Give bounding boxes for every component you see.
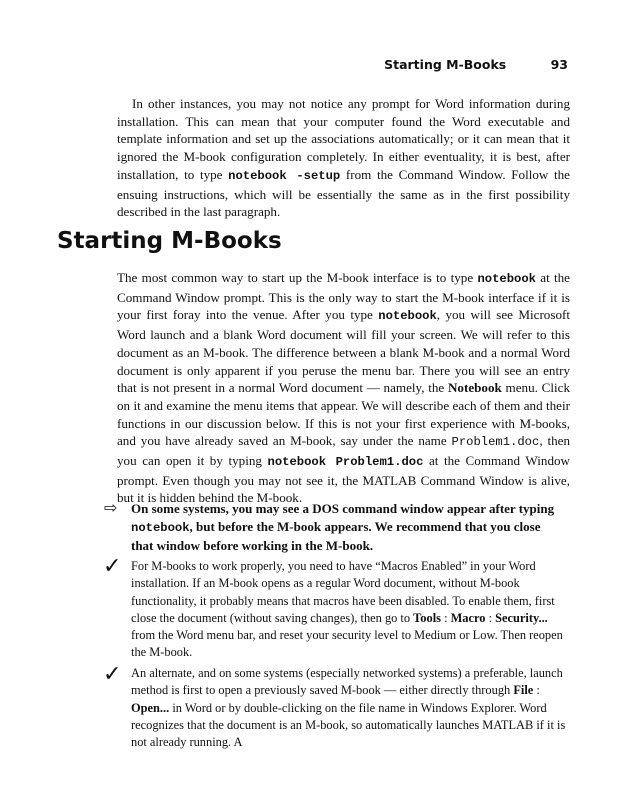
menu-file: File [513,683,534,698]
intro-text: from the Command Window. Follow the ensuing instructions, which will be essentially the same as in the first possibility described in the last paragraph. [117,166,570,220]
menu-macro: Macro [450,610,486,625]
code-notebook: notebook [131,520,190,535]
note-arrow-icon: ⇨ [104,498,118,517]
tip-paragraph-launch [131,665,567,751]
tip-text: in Word or by double-clicking on the file name in Windows Explorer. Word recognizes that the document is an M-book, so automatically launches MATLAB if it is not already running. A [131,700,566,750]
note-paragraph [131,500,563,555]
note-text: , but before the M-book appears. We recommend that you close that window before working in the M-book. [131,518,541,553]
menu-separator: : [485,610,496,625]
section-heading: Starting M-Books [57,228,282,254]
page-number: 93 [550,57,568,72]
body-text: menu. Click on it and examine the menu items that appear. We will describe each of them and their functions in our discussion below. If this is not your first experience with M-books, and you have already saved an M-book, say under the name [117,380,570,449]
tip-text: from the Word menu bar, and reset your security level to Medium or Low. Then reopen the M-book. [131,628,563,660]
code-notebook: notebook [477,272,536,286]
running-header [384,57,568,72]
intro-text: In other instances, you may not notice any prompt for Word information during installation. This can mean that your computer found the Word executable and template information and set up the associations automatically; or it can mean that it ignored the M-book configuration completely. In either eventuality, it is best, after installation, to type [117,96,570,182]
tip-paragraph-macros [131,558,567,662]
menu-separator: : [440,610,451,625]
body-text: The most common way to start up the M-book interface is to type [117,270,478,285]
menu-tools: Tools [413,610,441,625]
body-text: at the Command Window prompt. This is the only way to start the M-book interface if it is your first foray into the venue. After you type [117,270,570,323]
tip-text: For M-books to work properly, you need to have “Macros Enabled” in your Word installation. If an M-book opens as a regular Word document, without M-book functionality, it probably means that macros have been disabled. To enable them, first close the document (without saving changes), then go to [131,559,555,625]
body-paragraph [117,269,570,507]
body-text: , you will see Microsoft Word launch and a blank Word document will fill your screen. We will refer to this document as an M-book. The difference between a blank M-book and a normal Word document is only apparent if you peruse the menu bar. There you will see an entry that is not present in a normal Word document — namely, the [117,307,570,396]
code-notebook: notebook [378,309,437,324]
body-text: , then you can open it by typing [117,433,570,469]
menu-open: Open... [131,700,170,715]
notebook-menu-name: Notebook [447,380,502,396]
checkmark-icon: ✓ [103,554,122,579]
code-open-command: notebook Problem1.doc [267,455,424,470]
menu-separator: : [533,683,540,698]
code-notebook-setup: notebook -setup [228,168,341,183]
tip-text: An alternate, and on some systems (especially networked systems) a preferable, launch method is first to open a previously saved M-book — either directly through [131,666,563,698]
note-text: On some systems, you may see a DOS command window appear after typing [131,501,555,516]
checkmark-icon: ✓ [103,662,122,687]
running-title: Starting M-Books [384,57,507,72]
code-filename: Problem1.doc [451,435,540,450]
menu-security: Security... [495,610,548,625]
body-text: at the Command Window prompt. Even though you may not see it, the MATLAB Command Window is alive, but it is hidden behind the M-book. [117,453,570,506]
intro-paragraph [117,95,570,221]
